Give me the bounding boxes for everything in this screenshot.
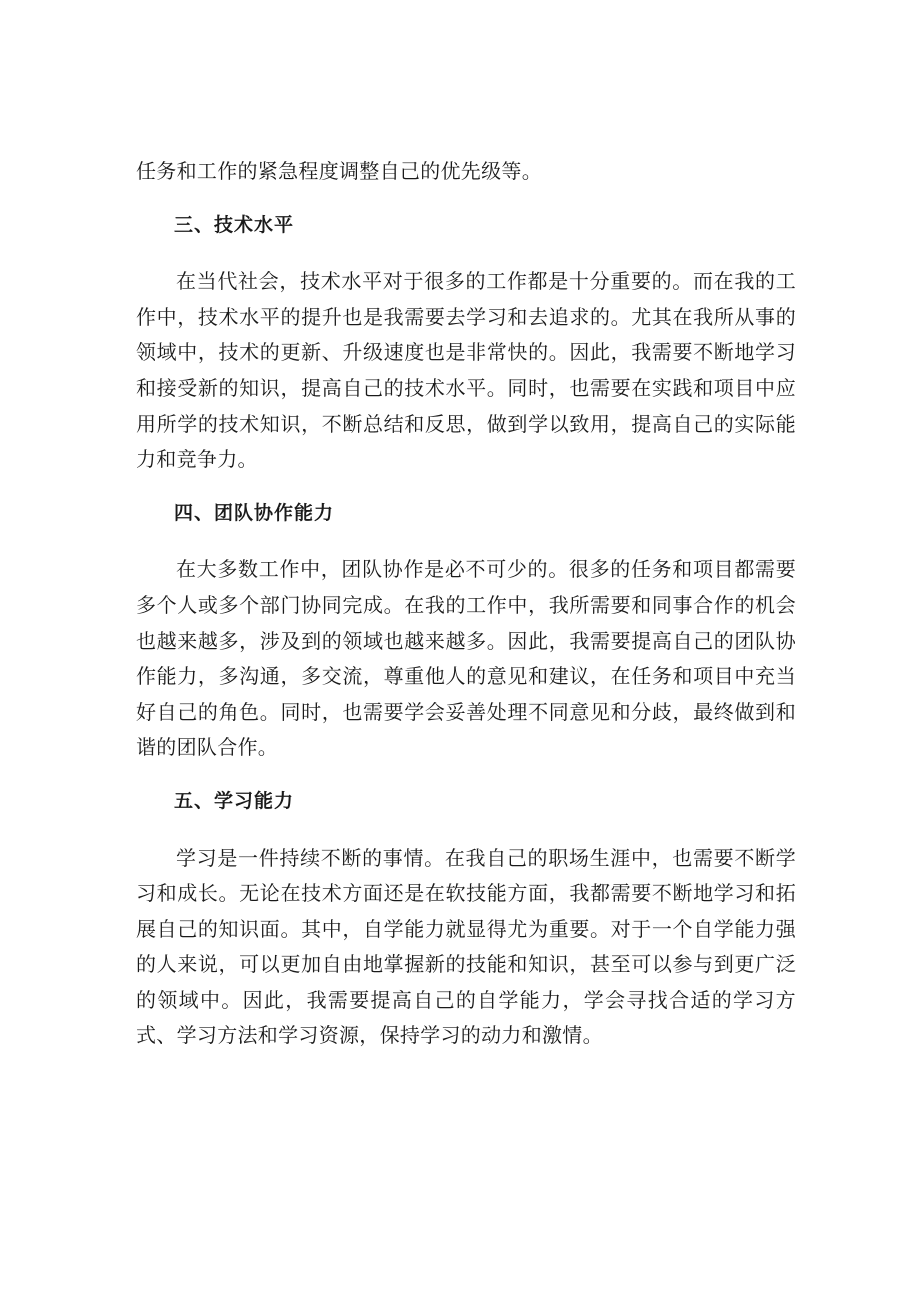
section-heading-teamwork: 四、团队协作能力 <box>174 501 335 524</box>
document-body <box>136 154 796 1054</box>
section-heading-technical-level: 三、技术水平 <box>174 213 295 236</box>
section-paragraph-teamwork: 在大多数工作中，团队协作是必不可少的。很多的任务和项目都需要多个人或多个部门协同完成。在我的工作中，我所需要和同事合作的机会也越来越多，涉及到的领域也越来越多。因此，我需要提高自己的团队协作能力，多沟通，多交流，尊重他人的意见和建议，在任务和项目中充当好自己的角色。同时，也需要学会妥善处理不同意见和分歧，最终做到和谐的团队合作。 <box>136 557 796 760</box>
opening-paragraph: 任务和工作的紧急程度调整自己的优先级等。 <box>136 159 542 183</box>
section-paragraph-learning-ability: 学习是一件持续不断的事情。在我自己的职场生涯中，也需要不断学习和成长。无论在技术方面还是在软技能方面，我都需要不断地学习和拓展自己的知识面。其中，自学能力就显得尤为重要。对于一个自学能力强的人来说，可以更加自由地掌握新的技能和知识，甚至可以参与到更广泛的领域中。因此，我需要提高自己的自学能力，学会寻找合适的学习方式、学习方法和学习资源，保持学习的动力和激情。 <box>136 845 796 1048</box>
section-heading-learning-ability: 五、学习能力 <box>174 789 295 812</box>
section-paragraph-technical-level: 在当代社会，技术水平对于很多的工作都是十分重要的。而在我的工作中，技术水平的提升也是我需要去学习和去追求的。尤其在我所从事的领域中，技术的更新、升级速度也是非常快的。因此，我需要不断地学习和接受新的知识，提高自己的技术水平。同时，也需要在实践和项目中应用所学的技术知识，不断总结和反思，做到学以致用，提高自己的实际能力和竞争力。 <box>136 269 796 472</box>
